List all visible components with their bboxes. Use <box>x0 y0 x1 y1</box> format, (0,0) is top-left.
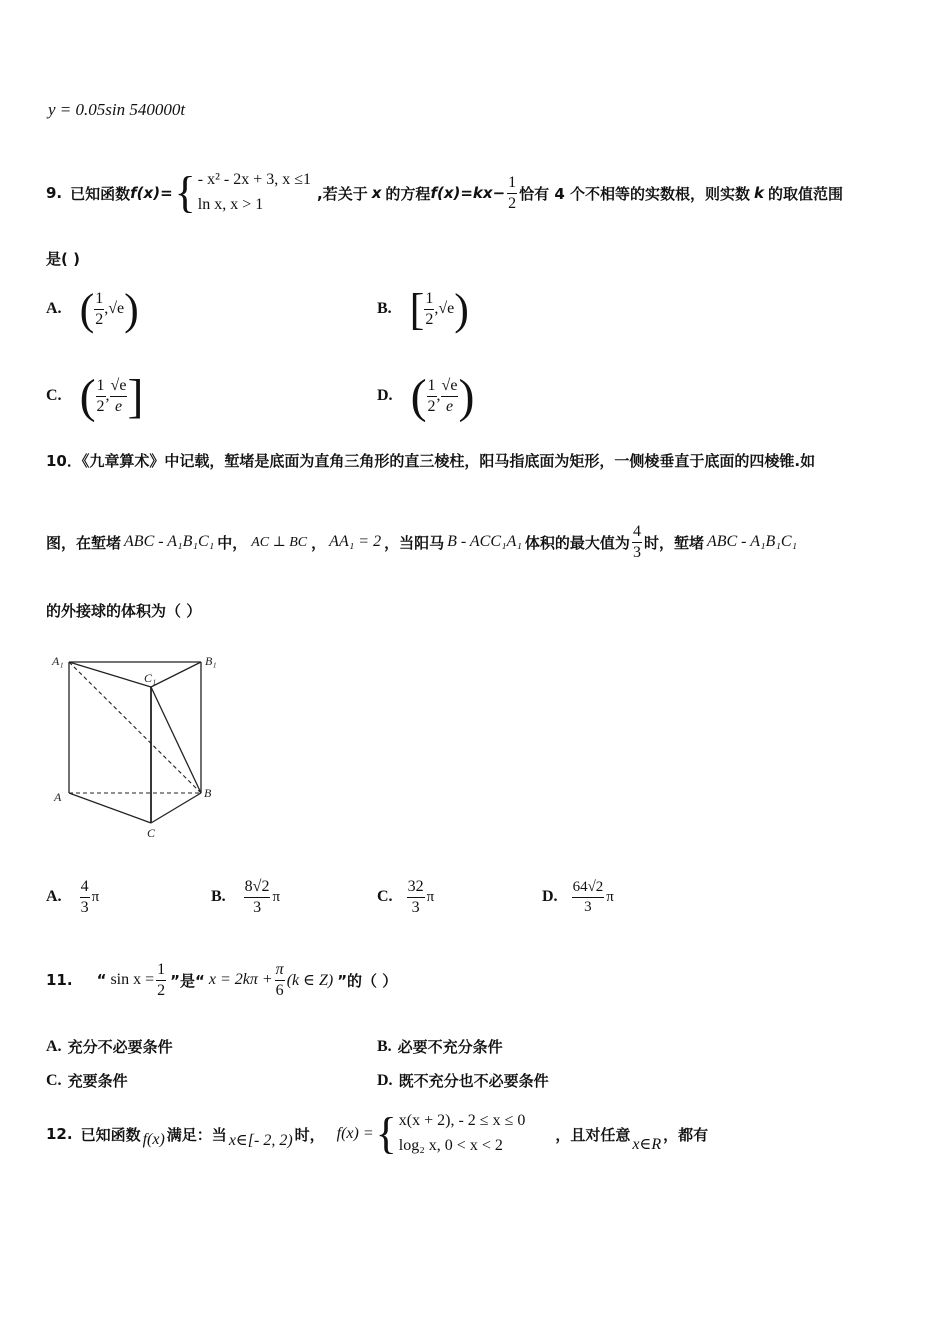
q10-option-c-frac <box>407 879 425 916</box>
q10-l2d: 体积的最大值为 <box>524 533 630 552</box>
q9-option-a-den: 2 <box>95 310 104 328</box>
edge-c1b <box>151 687 201 793</box>
q9-option-b-rparen: ) <box>454 284 469 334</box>
q10-perp: AC ⊥ BC <box>251 534 308 550</box>
q11-option-a-text: 充分不必要条件 <box>67 1038 173 1056</box>
q10-line3: 的外接球的体积为（ ） <box>46 602 202 620</box>
q9-mid: ,若关于 <box>317 184 368 203</box>
q10-l2b: 中， <box>217 533 248 552</box>
q9-option-c-den2: e <box>114 397 123 415</box>
q9-option-c-rparen: ] <box>127 369 144 423</box>
q9-option-c-num2: √e <box>110 378 128 397</box>
q11-option-a-label: A. <box>46 1037 62 1055</box>
q11-option-c[interactable] <box>46 1070 128 1091</box>
q11-number: 11. <box>46 971 73 989</box>
q10-vol-num: 4 <box>632 524 642 543</box>
q9-eq: f(x)=kx− <box>430 184 506 202</box>
q9-option-d-rparen: ) <box>458 369 475 423</box>
q10-option-c[interactable] <box>377 872 434 922</box>
q9-fraction <box>507 175 517 212</box>
q9-option-d-den: 2 <box>427 397 436 415</box>
q11-option-b-text: 必要不充分条件 <box>397 1038 503 1056</box>
label-c1: C₁ <box>144 671 157 685</box>
q9-frac-num: 1 <box>507 175 517 194</box>
q10-pyr: B - ACC₁A₁ <box>447 533 522 550</box>
q10-l2e: 时，堑堵 <box>643 533 704 552</box>
q12-tail2: ，都有 <box>663 1125 709 1144</box>
q10-prism-figure <box>40 645 230 845</box>
q9-option-c-lparen: ( <box>79 369 96 423</box>
q9-frac-den: 2 <box>508 194 517 212</box>
q9-option-b-frac <box>424 291 434 328</box>
q10-option-c-num: 32 <box>407 879 425 898</box>
q11-option-b[interactable] <box>377 1036 503 1057</box>
q11-pi-num: π <box>275 962 285 981</box>
q10-option-b-pi: π <box>272 888 281 905</box>
q10-line2 <box>46 512 797 572</box>
q10-option-d[interactable] <box>542 872 614 922</box>
q11-quote2: ”是“ <box>170 971 205 990</box>
q11-quote3: ”的（ ） <box>337 971 398 990</box>
q9-option-a-rparen: ) <box>124 284 139 334</box>
q10-option-b[interactable] <box>211 872 280 922</box>
q9-option-d[interactable] <box>377 368 474 424</box>
q9-option-b-rest: ,√e <box>434 300 455 317</box>
q10-option-d-pi: π <box>606 888 614 905</box>
q11-option-d-text: 既不充分也不必要条件 <box>398 1072 549 1090</box>
label-b1: B₁ <box>205 654 217 668</box>
q10-option-d-label: D. <box>542 888 558 905</box>
q9-option-c-den: 2 <box>96 397 105 415</box>
q10-prism2: ABC - A₁B₁C₁ <box>706 533 798 550</box>
q12-fx2: f(x) = <box>336 1125 374 1142</box>
q12-piece1: x(x + 2), - 2 ≤ x ≤ 0 <box>398 1112 526 1130</box>
q9-option-d-num: 1 <box>427 378 437 397</box>
q9-mid2: 的方程 <box>385 184 431 203</box>
label-a1: A₁ <box>52 654 64 668</box>
q11-kz: (k ∈ Z) <box>286 972 334 989</box>
q10-option-a-label: A. <box>46 888 62 905</box>
q10-option-d-frac <box>572 880 605 915</box>
q11-sin-frac <box>156 962 166 999</box>
q12-tail: ，且对任意 <box>555 1125 631 1144</box>
q9-option-a-lparen: ( <box>79 284 95 334</box>
q9-lead: 已知函数 <box>70 184 131 203</box>
q11-option-c-label: C. <box>46 1071 62 1089</box>
q9-option-a-frac <box>94 291 104 328</box>
q11-option-a[interactable] <box>46 1036 173 1057</box>
q10-option-a-num: 4 <box>80 879 90 898</box>
q10-option-d-num: 64√2 <box>572 880 605 898</box>
q12-number: 12. <box>46 1125 73 1143</box>
q9-option-b-num: 1 <box>424 291 434 310</box>
q10-l2a: 图，在堑堵 <box>46 533 122 552</box>
q10-option-b-frac <box>244 879 271 916</box>
q9-option-d-num2: √e <box>441 378 459 397</box>
q10-option-a-frac <box>80 879 90 916</box>
q10-option-c-label: C. <box>377 888 393 905</box>
q9-option-d-den2: e <box>445 397 454 415</box>
q10-line1: 10．《九章算术》中记载，堑堵是底面为直角三角形的直三棱柱，阳马指底面为矩形，一侧棱垂直于底面的四棱锥.如 <box>46 452 816 470</box>
q9-option-a[interactable] <box>46 285 139 333</box>
q12-piecewise <box>399 1109 526 1159</box>
q11-sin-num: 1 <box>156 962 166 981</box>
q10-option-c-pi: π <box>426 888 435 905</box>
q10-option-a[interactable] <box>46 872 99 922</box>
q10-aa1: AA₁ = 2 <box>329 533 382 550</box>
q10-prism: ABC - A₁B₁C₁ <box>124 533 215 550</box>
q9-option-c-frac <box>96 378 106 415</box>
edge-cb <box>151 793 201 823</box>
edge-c1b1 <box>151 662 201 687</box>
q11-sin: sin x = <box>110 971 155 988</box>
q11-pi-den: 6 <box>275 981 284 999</box>
q11-option-d[interactable] <box>377 1070 549 1091</box>
q9-option-a-label: A. <box>46 300 62 317</box>
q9-piecewise <box>198 168 311 218</box>
edge-ac <box>69 793 151 823</box>
q10-comma: ， <box>311 533 327 552</box>
q9-line1 <box>46 163 843 223</box>
q9-k: k <box>754 184 765 202</box>
q9-tail2: 的取值范围 <box>768 184 844 203</box>
q10-option-b-den: 3 <box>253 898 262 916</box>
q10-l2c: ，当阳马 <box>384 533 445 552</box>
q9-option-d-frac <box>427 378 437 415</box>
q9-option-a-rest: ,√e <box>104 300 125 317</box>
q9-option-c-label: C. <box>46 387 62 404</box>
q9-option-c-num: 1 <box>96 378 106 397</box>
q9-number: 9. <box>46 184 63 202</box>
q9-option-c[interactable] <box>46 368 143 424</box>
q9-option-a-num: 1 <box>94 291 104 310</box>
q10-option-b-num: 8√2 <box>244 879 271 898</box>
q9-option-d-label: D. <box>377 387 393 404</box>
q10-vol-frac <box>632 524 642 561</box>
q9-x: x <box>371 184 382 202</box>
q10-option-b-label: B. <box>211 888 226 905</box>
q9-option-d-lparen: ( <box>410 369 427 423</box>
q10-option-c-den: 3 <box>411 898 420 916</box>
q9-line2: 是( ) <box>46 250 80 268</box>
q9-option-c-frac2 <box>110 378 128 415</box>
top-formula: y = 0.05sin 540000t <box>48 100 186 119</box>
q11-line <box>46 952 397 1008</box>
q9-option-b-den: 2 <box>425 310 434 328</box>
q12-fx: f(x) <box>142 1131 165 1148</box>
q9-piece2: ln x, x > 1 <box>197 196 264 213</box>
q12-sat: 满足：当 <box>166 1125 227 1144</box>
q11-option-c-text: 充要条件 <box>67 1072 128 1090</box>
q11-pi-frac <box>275 962 285 999</box>
q11-option-b-label: B. <box>377 1037 392 1055</box>
q11-option-d-label: D. <box>377 1071 393 1089</box>
q9-option-b-label: B. <box>377 300 392 317</box>
q10-vol-den: 3 <box>632 543 641 561</box>
q11-quote1: “ <box>96 971 107 989</box>
q12-brace: { <box>375 1109 397 1158</box>
q10-option-d-den: 3 <box>584 898 592 915</box>
label-c: C <box>147 826 156 840</box>
q9-option-d-comma: , <box>436 387 441 404</box>
q12-lead: 已知函数 <box>80 1125 141 1144</box>
q12-piece2: log₂ x, 0 < x < 2 <box>398 1137 503 1154</box>
q12-domain: x∈[- 2, 2) <box>228 1132 293 1149</box>
q10-option-a-pi: π <box>91 888 100 905</box>
q11-xeq: x = 2kπ + <box>208 971 273 988</box>
q12-shi: 时， <box>294 1125 325 1144</box>
q11-sin-den: 2 <box>157 981 166 999</box>
q9-brace: { <box>174 168 196 217</box>
label-a: A <box>54 790 62 804</box>
q9-option-b[interactable] <box>377 285 469 333</box>
q9-option-b-lparen: [ <box>409 284 425 334</box>
q9-option-d-frac2 <box>441 378 459 415</box>
q9-tail: 恰有 4 个不相等的实数根，则实数 <box>519 184 751 203</box>
q9-option-c-comma: , <box>105 387 110 404</box>
q12-line <box>46 1104 708 1164</box>
q12-xr: x∈R <box>632 1136 662 1153</box>
label-b: B <box>204 786 212 800</box>
q10-option-a-den: 3 <box>80 898 89 916</box>
q9-piece1: - x² - 2x + 3, x ≤1 <box>197 171 312 189</box>
q9-f: f(x)= <box>130 184 173 202</box>
